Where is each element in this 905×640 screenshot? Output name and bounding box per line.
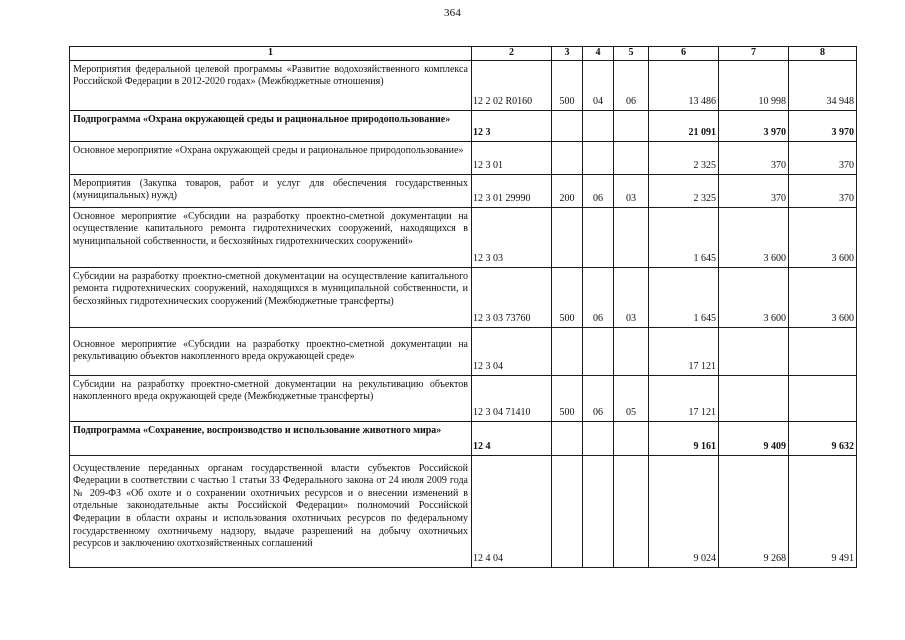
table-header-row (70, 47, 857, 61)
row-c5 (614, 207, 649, 267)
row-name: Основное мероприятие «Охрана окружающей среды и рациональное природопользование» (70, 141, 472, 174)
row-c4 (583, 110, 614, 141)
row-value-8: 3 970 (789, 110, 857, 141)
budget-table (69, 46, 857, 568)
row-value-7: 3 600 (719, 267, 789, 327)
column-header: 1 (70, 47, 472, 61)
row-c4 (583, 455, 614, 567)
row-c3: 500 (552, 375, 583, 421)
column-header: 2 (472, 47, 552, 61)
table-row (70, 375, 857, 421)
table-row (70, 267, 857, 327)
row-c3 (552, 207, 583, 267)
row-c4: 04 (583, 60, 614, 110)
row-code: 12 3 (472, 110, 552, 141)
row-c4 (583, 421, 614, 455)
row-code: 12 3 01 29990 (472, 174, 552, 207)
row-value-6: 2 325 (649, 141, 719, 174)
column-header: 3 (552, 47, 583, 61)
row-value-6: 1 645 (649, 267, 719, 327)
row-c5 (614, 327, 649, 375)
row-c4 (583, 207, 614, 267)
row-name: Основное мероприятие «Субсидии на разработку проектно-сметной документации на осуществление капитального ремонта гидротехнических сооружений, находящихся в муниципальной собственности, и бесхозяйных гидротехнических сооружений» (70, 207, 472, 267)
row-c5: 03 (614, 267, 649, 327)
row-value-7: 9 409 (719, 421, 789, 455)
row-value-8: 9 632 (789, 421, 857, 455)
row-value-6: 17 121 (649, 375, 719, 421)
row-value-7: 370 (719, 174, 789, 207)
row-c5 (614, 141, 649, 174)
row-code: 12 3 03 73760 (472, 267, 552, 327)
table-row (70, 174, 857, 207)
table-row (70, 207, 857, 267)
row-c4: 06 (583, 174, 614, 207)
column-header: 8 (789, 47, 857, 61)
row-value-6: 21 091 (649, 110, 719, 141)
row-value-8: 3 600 (789, 267, 857, 327)
row-code: 12 4 (472, 421, 552, 455)
row-c4 (583, 327, 614, 375)
row-name: Подпрограмма «Охрана окружающей среды и рациональное природопользование» (70, 110, 472, 141)
row-name: Мероприятия федеральной целевой программы «Развитие водохозяйственного комплекса Российской Федерации в 2012-2020 годах» (Межбюджетные отношения) (70, 60, 472, 110)
table-row (70, 60, 857, 110)
row-value-8: 9 491 (789, 455, 857, 567)
column-header: 7 (719, 47, 789, 61)
row-c5: 03 (614, 174, 649, 207)
table-row (70, 455, 857, 567)
row-value-7: 3 970 (719, 110, 789, 141)
column-header: 5 (614, 47, 649, 61)
row-value-7: 370 (719, 141, 789, 174)
row-value-7: 3 600 (719, 207, 789, 267)
row-code: 12 4 04 (472, 455, 552, 567)
row-value-6: 13 486 (649, 60, 719, 110)
row-value-8: 370 (789, 174, 857, 207)
row-value-7 (719, 375, 789, 421)
row-name: Осуществление переданных органам государственной власти субъектов Российской Федерации в соответствии с частью 1 статьи 33 Федерального закона от 24 июля 2009 года № 209-ФЗ «Об охоте и о сохранении охотничьих ресурсов и о внесении изменений в отдельные законодательные акты Российской Федерации» полномочий Российской Федерации в области охраны и использования охотничьих ресурсов по федеральному государственному охотничьему надзору, выдаче разрешений на добычу охотничьих ресурсов и заключению охотхозяйственных соглашений (70, 455, 472, 567)
row-value-7 (719, 327, 789, 375)
row-value-8 (789, 327, 857, 375)
row-value-6: 9 024 (649, 455, 719, 567)
row-value-7: 9 268 (719, 455, 789, 567)
row-c3 (552, 327, 583, 375)
row-value-8 (789, 375, 857, 421)
row-c3 (552, 110, 583, 141)
row-value-8: 370 (789, 141, 857, 174)
row-c3 (552, 421, 583, 455)
row-c5 (614, 455, 649, 567)
row-name: Подпрограмма «Сохранение, воспроизводство и использование животного мира» (70, 421, 472, 455)
row-c3: 500 (552, 267, 583, 327)
row-name: Мероприятия (Закупка товаров, работ и услуг для обеспечения государственных (муниципальных) нужд) (70, 174, 472, 207)
row-c5 (614, 421, 649, 455)
row-value-6: 9 161 (649, 421, 719, 455)
column-header: 4 (583, 47, 614, 61)
row-value-8: 34 948 (789, 60, 857, 110)
row-c3: 500 (552, 60, 583, 110)
row-c4: 06 (583, 267, 614, 327)
row-code: 12 3 03 (472, 207, 552, 267)
row-c5: 05 (614, 375, 649, 421)
row-code: 12 3 04 (472, 327, 552, 375)
row-name: Основное мероприятие «Субсидии на разработку проектно-сметной документации на рекультивацию объектов накопленного вреда окружающей среде» (70, 327, 472, 375)
row-code: 12 3 04 71410 (472, 375, 552, 421)
row-value-6: 1 645 (649, 207, 719, 267)
row-c5 (614, 110, 649, 141)
row-c5: 06 (614, 60, 649, 110)
table-row (70, 327, 857, 375)
table-row (70, 110, 857, 141)
row-c4: 06 (583, 375, 614, 421)
row-c3 (552, 141, 583, 174)
row-c3: 200 (552, 174, 583, 207)
row-c4 (583, 141, 614, 174)
column-header: 6 (649, 47, 719, 61)
row-value-8: 3 600 (789, 207, 857, 267)
row-code: 12 2 02 R0160 (472, 60, 552, 110)
table-row (70, 421, 857, 455)
row-value-6: 17 121 (649, 327, 719, 375)
row-value-7: 10 998 (719, 60, 789, 110)
row-value-6: 2 325 (649, 174, 719, 207)
row-name: Субсидии на разработку проектно-сметной документации на рекультивацию объектов накопленного вреда окружающей среде (Межбюджетные трансферты) (70, 375, 472, 421)
row-c3 (552, 455, 583, 567)
row-name: Субсидии на разработку проектно-сметной документации на осуществление капитального ремонта гидротехнических сооружений, находящихся в муниципальной собственности, и бесхозяйных гидротехнических сооружений (Межбюджетные трансферты) (70, 267, 472, 327)
page-number: 364 (443, 7, 462, 19)
row-code: 12 3 01 (472, 141, 552, 174)
table-row (70, 141, 857, 174)
